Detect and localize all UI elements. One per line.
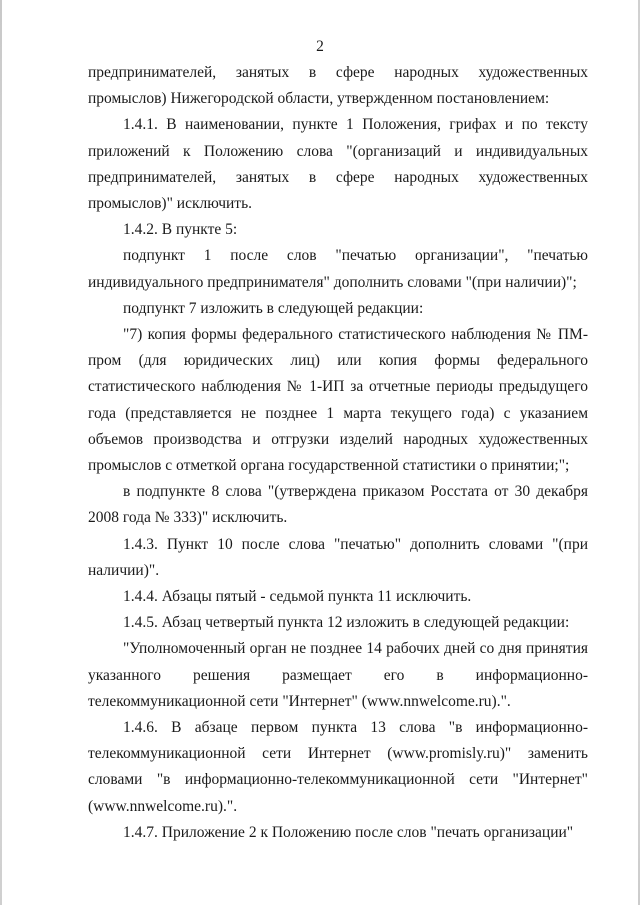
paragraph-11: "Уполномоченный орган не позднее 14 рабочих дней со дня принятия указанного решения размещает его в информационно-телекоммуникационной сети "Интернет" (www.nnwelcome.ru).". xyxy=(88,640,588,710)
paragraph-8: 1.4.3. Пункт 10 после слова "печатью" дополнить словами "(при наличии)". xyxy=(88,535,588,579)
page-number: 2 xyxy=(316,38,324,55)
paragraph-4: подпункт 1 после слов "печатью организации", "печатью индивидуального предпринимателя" дополнить словами "(при наличии)"; xyxy=(88,247,588,291)
paragraph-10: 1.4.5. Абзац четвертый пункта 12 изложить в следующей редакции: xyxy=(123,614,570,632)
paragraph-5: подпункт 7 изложить в следующей редакции: xyxy=(123,299,424,317)
paragraph-12: 1.4.6. В абзаце первом пункта 13 слова "в информационно-телекоммуникационной сети Интернет (www.promisly.ru)" заменить словами "в информационно-телекоммуникационной сети "Интернет" (www.nnwelcome.ru).". xyxy=(88,719,588,815)
paragraph-6: "7) копия формы федерального статистического наблюдения № ПМ-пром (для юридических лиц) или копия формы федерального статистического наблюдения № 1-ИП за отчетные периоды предыдущего года (представляется не позднее 1 марта текущего года) с указанием объемов производства и отгрузки изделий народных художественных промыслов с отметкой органа государственной статистики о принятии;"; xyxy=(88,326,588,475)
document-body xyxy=(88,60,588,846)
scan-edge-left xyxy=(0,0,2,905)
paragraph-9: 1.4.4. Абзацы пятый - седьмой пункта 11 исключить. xyxy=(123,588,472,606)
paragraph-7: в подпункте 8 слова "(утверждена приказом Росстата от 30 декабря 2008 года № 333)" исключить. xyxy=(88,483,588,527)
paragraph-13: 1.4.7. Приложение 2 к Положению после слов "печать организации" xyxy=(123,823,574,841)
paragraph-3: 1.4.2. В пункте 5: xyxy=(123,221,238,239)
paragraph-2: 1.4.1. В наименовании, пункте 1 Положения, грифах и по тексту приложений к Положению слова "(организаций и индивидуальных предпринимателей, занятых в сфере народных художественных промыслов)" исключить. xyxy=(88,116,588,213)
paragraph-1: предпринимателей, занятых в сфере народных художественных промыслов) Нижегородской области, утвержденном постановлением: xyxy=(88,64,588,108)
